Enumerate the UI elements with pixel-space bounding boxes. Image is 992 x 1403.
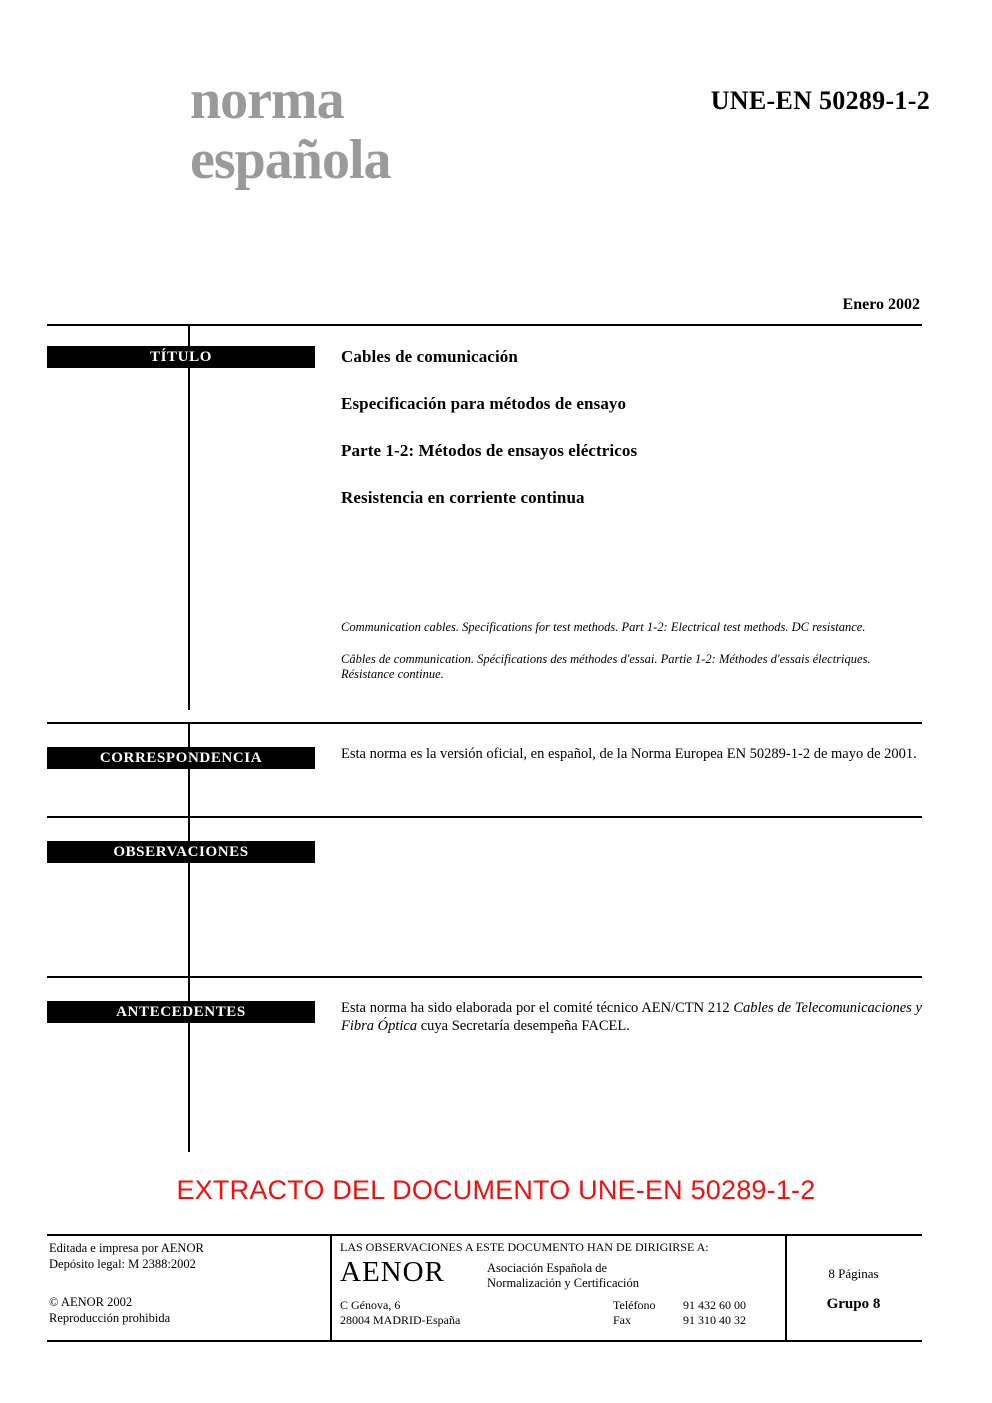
footer-rule-top: [47, 1234, 922, 1236]
footer-vline-right: [785, 1234, 787, 1342]
footer-observations-notice: LAS OBSERVACIONES A ESTE DOCUMENTO HAN DE DIRIGIRSE A:: [340, 1240, 709, 1254]
footer-address-line2: 28004 MADRID-España: [340, 1313, 461, 1327]
vrule-correspondencia: [188, 722, 190, 816]
rule-top: [47, 324, 922, 326]
footer-contact-values: [683, 1298, 746, 1328]
footer-address: [340, 1298, 460, 1328]
footer-contact-labels: [613, 1298, 655, 1328]
title-line-1: Cables de comunicación: [341, 347, 518, 366]
antecedentes-text-part2: cuya Secretaría desempeña FACEL.: [417, 1018, 630, 1034]
footer-aenor-subtitle: [487, 1261, 639, 1291]
antecedentes-content: [341, 999, 922, 1035]
footer-fax-label: Fax: [613, 1313, 631, 1327]
title-line-3: Parte 1-2: Métodos de ensayos eléctricos: [341, 441, 638, 460]
extract-banner: EXTRACTO DEL DOCUMENTO UNE-EN 50289-1-2: [176, 1175, 816, 1205]
section-label-correspondencia: CORRESPONDENCIA: [47, 747, 315, 769]
antecedentes-text-italic: Cables de Telecomunicaciones y Fibra Óptica: [341, 1000, 922, 1034]
footer-rule-bottom: [47, 1340, 922, 1342]
footer-phone-value: 91 432 60 00: [683, 1298, 746, 1312]
rule-correspondencia: [47, 722, 922, 724]
footer-aenor-sub-line2: Normalización y Certificación: [487, 1276, 640, 1290]
correspondencia-content: [341, 745, 922, 763]
section-label-observaciones: OBSERVACIONES: [47, 841, 315, 863]
footer-deposito-line: Depósito legal: M 2388:2002: [49, 1257, 196, 1271]
footer-edited-by: [49, 1240, 204, 1272]
footer-copyright-line: © AENOR 2002: [49, 1295, 133, 1309]
correspondencia-text: Esta norma es la versión oficial, en español, de la Norma Europea EN 50289-1-2 de mayo de 2001.: [341, 746, 917, 762]
alt-title-english: Communication cables. Specifications for test methods. Part 1-2: Electrical test methods. DC resistance.: [341, 620, 866, 634]
footer-address-line1: C Génova, 6: [340, 1298, 401, 1312]
alt-title-french: Câbles de communication. Spécifications des méthodes d'essai. Partie 1-2: Méthodes d'essais électriques. Résistance continue.: [341, 652, 871, 681]
footer-fax-value: 91 310 40 32: [683, 1313, 746, 1327]
antecedentes-text: [341, 999, 922, 1035]
section-label-antecedentes: ANTECEDENTES: [47, 1001, 315, 1023]
alt-titles: [341, 620, 922, 694]
vrule-observaciones: [188, 816, 190, 976]
footer-aenor-sub-line1: Asociación Española de: [487, 1261, 608, 1275]
footer-edited-by-line: Editada e impresa por AENOR: [49, 1241, 204, 1255]
logo-line-2: española: [190, 129, 391, 191]
footer-copyright: [49, 1294, 170, 1326]
vrule-titulo: [188, 324, 190, 710]
standard-code: UNE-EN 50289-1-2: [710, 86, 930, 115]
footer-pages: 8 Páginas: [828, 1266, 879, 1281]
logo-line-1: norma: [190, 69, 344, 131]
section-label-titulo: TÍTULO: [47, 346, 315, 368]
masthead: [190, 70, 930, 190]
footer-vline-left: [330, 1234, 332, 1342]
footer-reproduction-line: Reproducción prohibida: [49, 1311, 171, 1325]
titulo-content: [341, 347, 922, 535]
rule-antecedentes: [47, 976, 922, 978]
footer-aenor-name: AENOR: [340, 1256, 445, 1288]
footer-grupo: Grupo 8: [826, 1296, 881, 1312]
rule-observaciones: [47, 816, 922, 818]
publication-date: Enero 2002: [842, 296, 920, 313]
title-line-4: Resistencia en corriente continua: [341, 488, 585, 507]
antecedentes-text-part1: Esta norma ha sido elaborada por el comité técnico AEN/CTN 212: [341, 1000, 734, 1016]
footer-phone-label: Teléfono: [613, 1298, 656, 1312]
footer-aenor-block: [340, 1256, 445, 1289]
title-line-2: Especificación para métodos de ensayo: [341, 394, 627, 413]
